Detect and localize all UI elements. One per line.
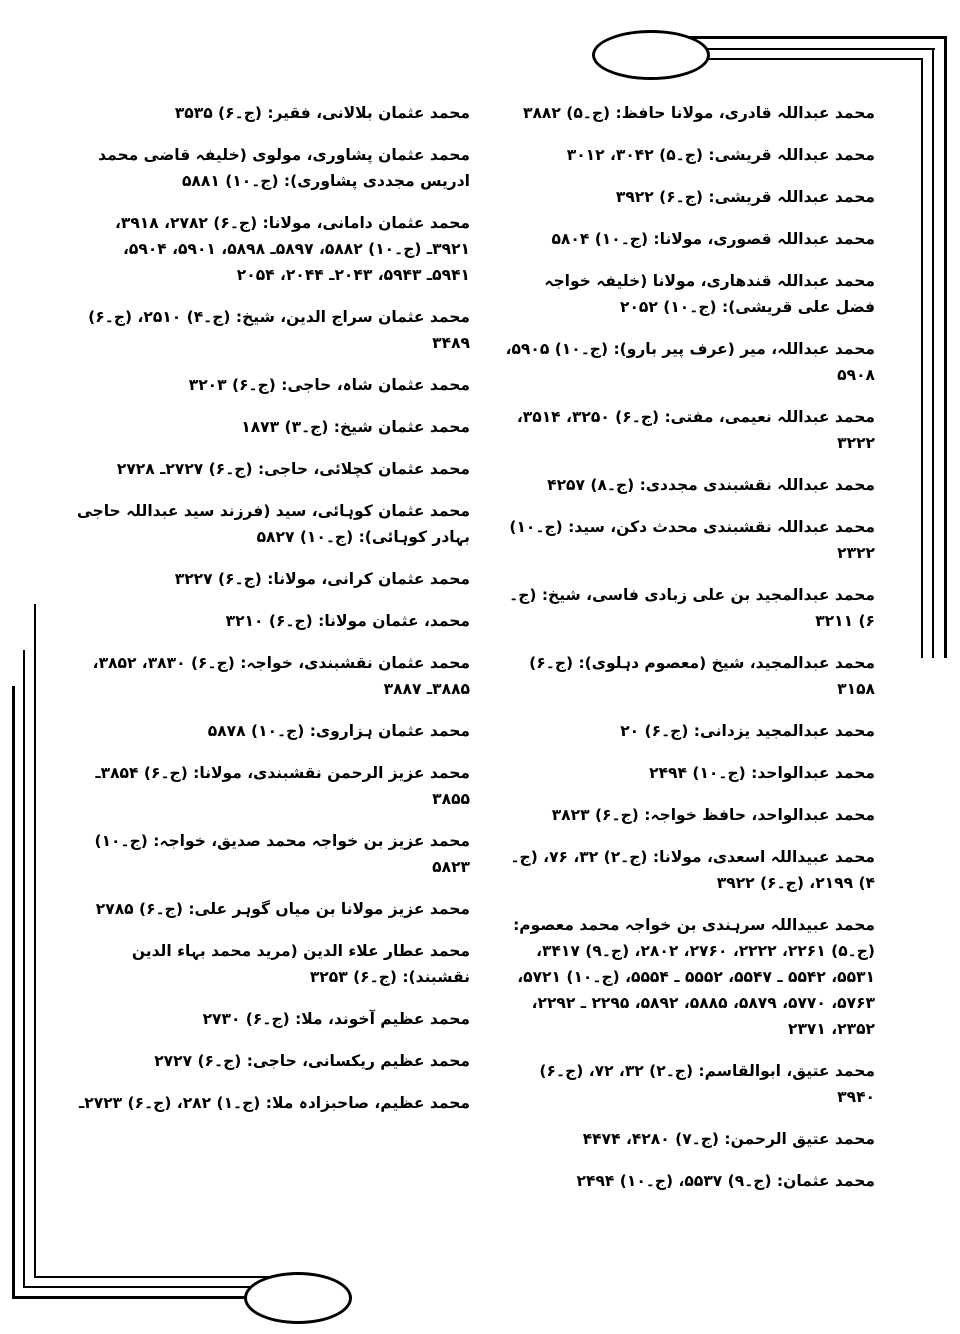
index-entry: محمد عبداللہ قریشی: (ج۔۵) ۳۰۴۲، ۳۰۱۲ — [566, 146, 875, 164]
index-entry: محمد عبدالواحد، حافظ خواجہ: (ج۔۶) ۳۸۲۳ — [551, 806, 875, 824]
frame-right-line-2 — [932, 48, 934, 658]
index-entry: محمد عزیز مولانا بن میاں گوہر علی: (ج۔۶) ۲۷۸۵ — [95, 900, 470, 918]
frame-right-line-1 — [944, 36, 947, 658]
index-entry: محمد عثمان پشاوری، مولوی (خلیفہ قاضی محمد ادریس مجددی پشاوری): (ج۔۱۰) ۵۸۸۱ — [98, 146, 470, 190]
index-entry: محمد عظیم آخوند، ملا: (ج۔۶) ۲۷۳۰ — [202, 1010, 470, 1028]
index-entry: محمد عظیم ریکسانی، حاجی: (ج۔۶) ۲۷۲۷ — [154, 1052, 470, 1070]
index-column-right — [500, 100, 875, 1210]
index-entry: محمد عبداللہ قصوری، مولانا: (ج۔۱۰) ۵۸۰۴ — [551, 230, 875, 248]
index-entry: محمد عثمان: (ج۔۹) ۵۵۳۷، (ج۔۱۰) ۲۴۹۴ — [576, 1172, 875, 1190]
index-entry: محمد عثمان سراج الدین، شیخ: (ج۔۴) ۲۵۱۰، (ج۔۶) ۳۴۸۹ — [88, 308, 470, 352]
index-entry: محمد عبداللہ قندھاری، مولانا (خلیفہ خواجہ فضل علی قریشی): (ج۔۱۰) ۲۰۵۲ — [544, 272, 875, 316]
index-entry: محمد عثمان نقشبندی، خواجہ: (ج۔۶) ۳۸۳۰، ۳۸۵۲، ۳۸۸۵ـ ۳۸۸۷ — [92, 654, 470, 698]
index-entry: محمد عبداللہ، میر (عرف پیر بارو): (ج۔۱۰) ۵۹۰۵، ۵۹۰۸ — [505, 340, 875, 384]
index-entry: محمد عبدالمجید، شیخ (معصوم دہلوی): (ج۔۶) ۳۱۵۸ — [529, 654, 875, 698]
index-entry: محمد عبیداللہ اسعدی، مولانا: (ج۔۲) ۳۲، ۷۶، (ج۔۴) ۲۱۹۹، (ج۔۶) ۳۹۲۲ — [510, 848, 875, 892]
index-entry: محمد عطار علاء الدین (مرید محمد بہاء الدین نقشبند): (ج۔۶) ۳۲۵۳ — [131, 942, 470, 986]
index-entry: محمد عثمان کوہائی، سید (فرزند سید عبداللہ حاجی بہادر کوہائی): (ج۔۱۰) ۵۸۲۷ — [76, 502, 470, 546]
index-entry: محمد عثمان ہزاروی: (ج۔۱۰) ۵۸۷۸ — [207, 722, 470, 740]
index-entry: محمد عتیق، ابوالقاسم: (ج۔۲) ۳۲، ۷۲، (ج۔۶) ۳۹۴۰ — [539, 1062, 875, 1106]
frame-top-oval — [592, 30, 710, 80]
index-entry: محمد عظیم، صاحبزادہ ملا: (ج۔۱) ۲۸۲، (ج۔۶) ۲۷۲۳ـ — [78, 1094, 470, 1112]
index-entry: محمد عثمان بلالانی، فقیر: (ج۔۶) ۳۵۳۵ — [174, 104, 470, 122]
index-entry: محمد عثمان شاہ، حاجی: (ج۔۶) ۳۲۰۳ — [188, 376, 470, 394]
index-entry: محمد عبداللہ نقشبندی محدث دکن، سید: (ج۔۱۰) ۲۳۲۲ — [509, 518, 875, 562]
index-entry: محمد عبدالمجید یزدانی: (ج۔۶) ۲۰ — [620, 722, 875, 740]
frame-right-line-3 — [921, 58, 923, 658]
index-entry: محمد عزیز بن خواجہ محمد صدیق، خواجہ: (ج۔۱۰) ۵۸۲۳ — [94, 832, 470, 876]
index-entry: محمد، عثمان مولانا: (ج۔۶) ۳۲۱۰ — [225, 612, 470, 630]
frame-bottom-oval — [244, 1272, 352, 1324]
index-entry: محمد عبداللہ نقشبندی مجددی: (ج۔۸) ۴۲۵۷ — [547, 476, 875, 494]
index-entry: محمد عبدالمجید بن علی زبادی فاسی، شیخ: (ج۔۶) ۳۲۱۱ — [509, 586, 875, 630]
index-entry: محمد عتیق الرحمن: (ج۔۷) ۴۲۸۰، ۴۴۷۴ — [582, 1130, 875, 1148]
index-entry: محمد عبدالواحد: (ج۔۱۰) ۲۴۹۴ — [649, 764, 875, 782]
index-entry: محمد عبداللہ قریشی: (ج۔۶) ۳۹۲۲ — [615, 188, 875, 206]
index-entry: محمد عثمان کچلائی، حاجی: (ج۔۶) ۲۷۲۷ـ ۲۷۲۸ — [116, 460, 470, 478]
index-entry: محمد عبداللہ نعیمی، مفتی: (ج۔۶) ۳۲۵۰، ۳۵۱۴، ۳۲۲۲ — [516, 408, 875, 452]
frame-top-line-1 — [655, 36, 947, 39]
frame-left-line-1 — [12, 686, 15, 1298]
index-entry: محمد عثمان شیخ: (ج۔۳) ۱۸۷۳ — [241, 418, 470, 436]
index-entry: محمد عزیز الرحمن نقشبندی، مولانا: (ج۔۶) ۳۸۵۴ـ ۳۸۵۵ — [95, 764, 470, 808]
frame-left-line-3 — [34, 604, 36, 1278]
index-entry: محمد عبیداللہ سرہندی بن خواجہ محمد معصوم: (ج۔۵) ۲۲۶۱، ۲۲۲۲، ۲۷۶۰، ۲۸۰۲، (ج۔۹) ۳۴۱۷، ۵۵۳۱، ۵۵۴۲ ـ ۵۵۴۷، ۵۵۵۲ ـ ۵۵۵۴، (ج۔۱۰) ۵۷۲۱، ۵۷۶۳، ۵۷۷۰، ۵۸۷۹، ۵۸۸۵، ۵۸۹۲، ۲۲۹۵ ـ ۲۲۹۲، ۲۳۵۲، ۲۳۷۱ — [513, 916, 875, 1038]
index-column-left — [75, 100, 470, 1132]
index-entry: محمد عثمان دامانی، مولانا: (ج۔۶) ۲۷۸۲، ۳۹۱۸، ۳۹۲۱ـ (ج۔۱۰) ۵۸۸۲، ۵۸۹۷ـ ۵۸۹۸، ۵۹۰۱، ۵۹۰۴، ۵۹۴۱ـ ۵۹۴۳، ۲۰۴۳ـ ۲۰۴۴، ۲۰۵۴ — [115, 214, 470, 284]
index-entry: محمد عبداللہ قادری، مولانا حافظ: (ج۔۵) ۳۸۸۲ — [522, 104, 875, 122]
index-entry: محمد عثمان کرانی، مولانا: (ج۔۶) ۳۲۲۷ — [174, 570, 470, 588]
frame-left-line-2 — [23, 650, 25, 1288]
